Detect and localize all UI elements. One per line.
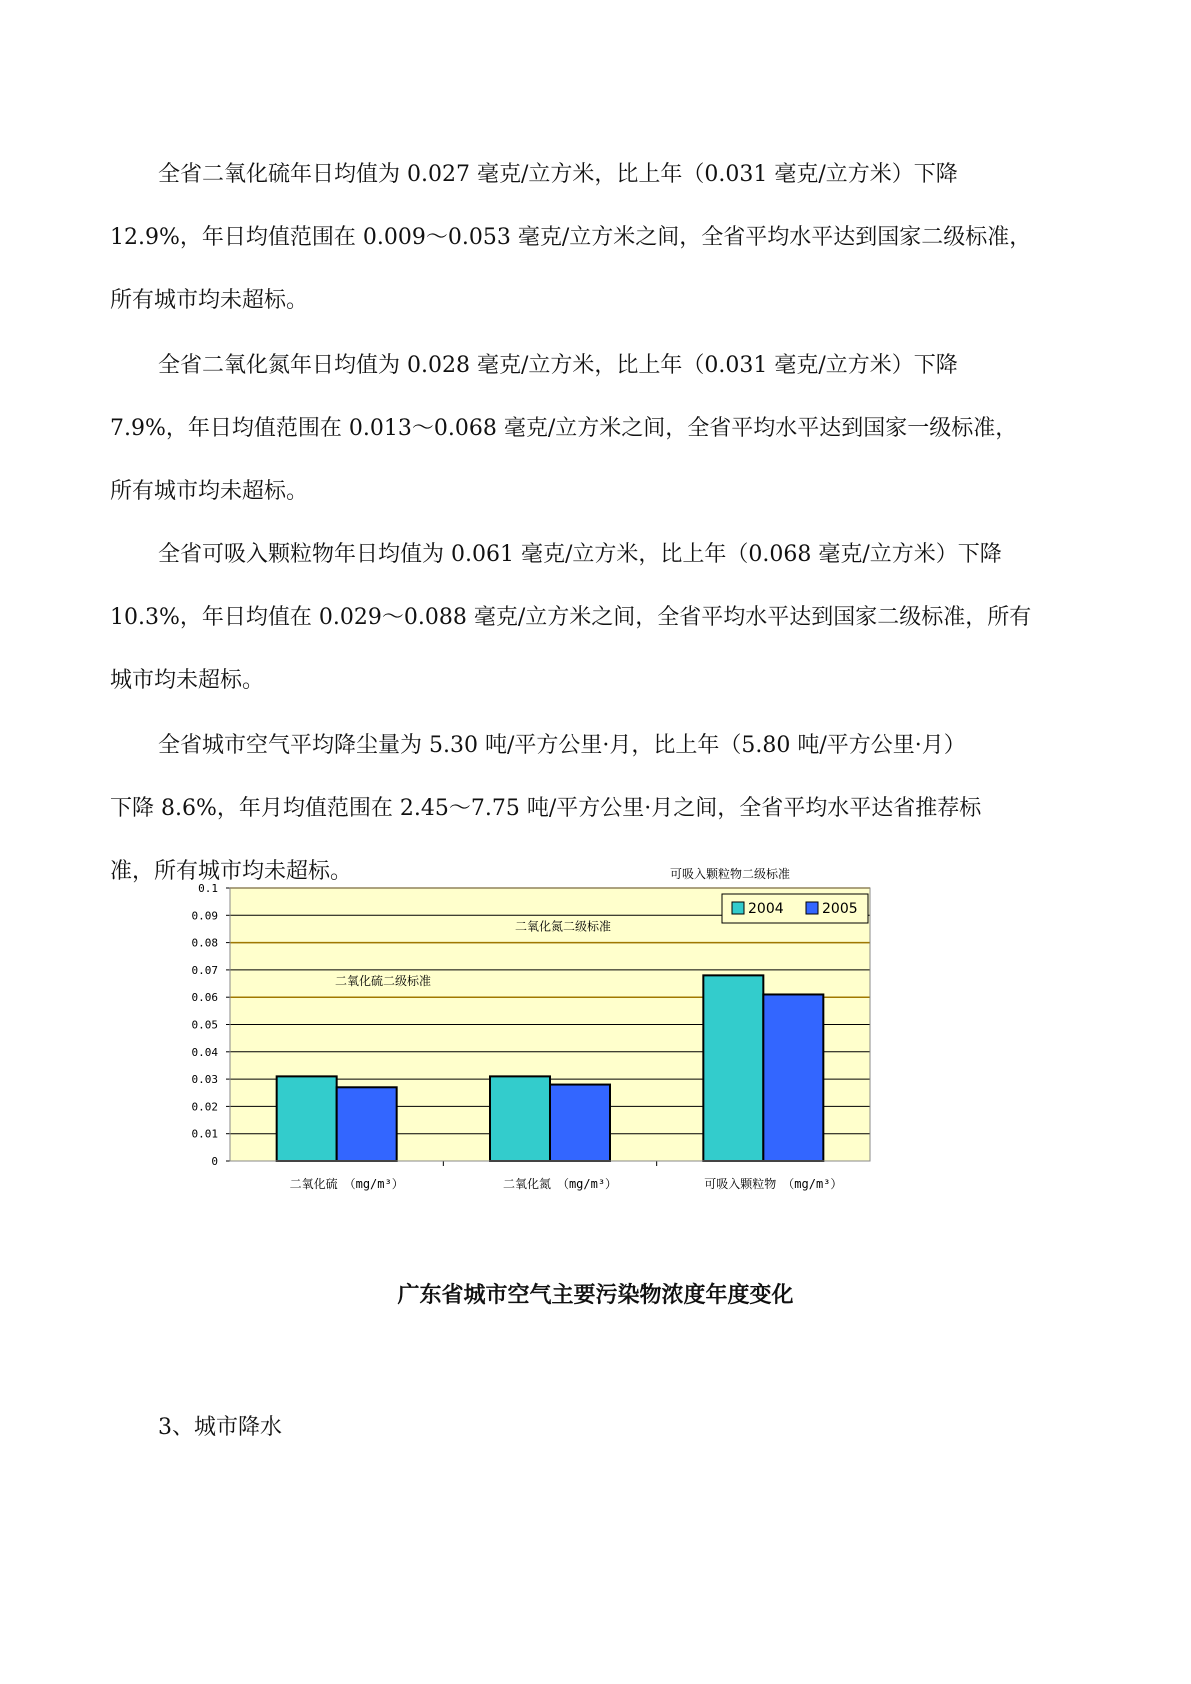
paragraph-line: 全省城市空气平均降尘量为 5.30 吨/平方公里·月，比上年（5.80 吨/平方公里·月）	[158, 733, 966, 758]
paragraph-line: 12.9%，年日均值范围在 0.009～0.053 毫克/立方米之间，全省平均水平达到国家二级标准，	[110, 225, 1032, 250]
paragraph-pm	[110, 523, 1100, 712]
y-tick-label: 0.01	[191, 1127, 218, 1141]
paragraph-line: 7.9%，年日均值范围在 0.013～0.068 毫克/立方米之间，全省平均水平达到国家一级标准，	[110, 416, 1018, 441]
chart-caption: 广东省城市空气主要污染物浓度年度变化	[397, 1283, 794, 1308]
legend-label-2004: 2004	[748, 901, 784, 917]
paragraph-line: 10.3%，年日均值在 0.029～0.088 毫克/立方米之间，全省平均水平达到国家二级标准，所有	[110, 605, 1032, 630]
pollutant-bar-chart	[180, 867, 980, 1268]
y-tick-label: 0.06	[191, 991, 218, 1005]
reference-line-label: 可吸入颗粒物二级标准	[670, 867, 791, 881]
bar-2005-1	[550, 1085, 610, 1161]
legend-swatch-2005	[806, 902, 818, 914]
y-tick-label: 0.08	[191, 936, 218, 950]
x-category-label: 二氧化硫 （mg/m³）	[289, 1177, 404, 1191]
y-tick-label: 0.03	[191, 1073, 218, 1087]
y-tick-label: 0	[211, 1155, 218, 1168]
paragraph-line: 准，所有城市均未超标。	[110, 859, 353, 884]
bar-2004-2	[703, 975, 763, 1161]
reference-line-label: 二氧化硫二级标准	[335, 974, 432, 989]
paragraph-no2	[110, 334, 1100, 523]
paragraph-dustfall	[110, 714, 1100, 903]
bar-2005-0	[337, 1087, 397, 1161]
legend-label-2005: 2005	[822, 901, 858, 917]
y-tick-label: 0.09	[191, 909, 218, 923]
paragraph-line: 全省可吸入颗粒物年日均值为 0.061 毫克/立方米，比上年（0.068 毫克/立方米）下降	[158, 542, 1002, 567]
bar-2004-1	[490, 1076, 550, 1161]
paragraph-line: 全省二氧化氮年日均值为 0.028 毫克/立方米，比上年（0.031 毫克/立方米）下降	[158, 353, 958, 378]
y-tick-label: 0.07	[191, 963, 218, 977]
y-tick-label: 0.04	[191, 1045, 218, 1059]
paragraph-line: 所有城市均未超标。	[110, 479, 309, 504]
x-category-label: 可吸入颗粒物 （mg/m³）	[704, 1177, 843, 1191]
bar-2004-0	[277, 1076, 337, 1161]
paragraph-line: 城市均未超标。	[110, 668, 265, 693]
paragraph-so2	[110, 143, 1100, 332]
paragraph-line: 全省二氧化硫年日均值为 0.027 毫克/立方米，比上年（0.031 毫克/立方米）下降	[158, 162, 958, 187]
y-tick-label: 0.02	[191, 1100, 218, 1114]
y-tick-label: 0.05	[191, 1018, 218, 1032]
y-tick-label: 0.1	[198, 882, 218, 895]
x-category-label: 二氧化氮 （mg/m³）	[502, 1177, 618, 1191]
paragraph-line: 下降 8.6%，年月均值范围在 2.45～7.75 吨/平方公里·月之间，全省平均水平达省推荐标	[110, 796, 982, 821]
paragraph-line: 所有城市均未超标。	[110, 288, 309, 313]
section-heading: 3、城市降水	[158, 1415, 282, 1440]
bar-2005-2	[763, 994, 823, 1161]
reference-line-label: 二氧化氮二级标准	[515, 919, 612, 934]
legend-swatch-2004	[732, 902, 744, 914]
chart-svg	[180, 867, 980, 1268]
